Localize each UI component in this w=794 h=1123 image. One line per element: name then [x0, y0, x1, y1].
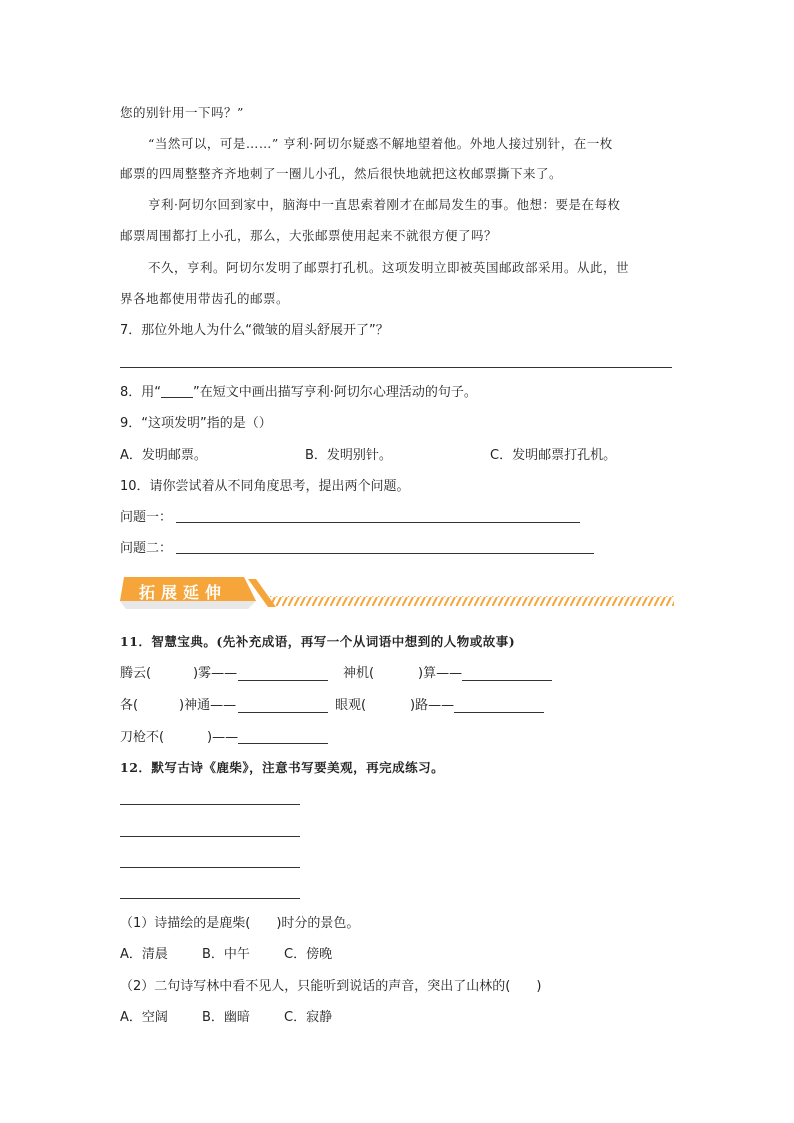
sub1-option-a[interactable]: A．清晨 [120, 947, 168, 962]
passage-line: “当然可以，可是……” 亨利·阿切尔疑惑不解地望着他。外地人接过别针，在一枚 [148, 136, 613, 151]
idiom-1-answer-line[interactable] [238, 680, 328, 681]
idiom-2-start: 神机( [343, 666, 375, 681]
idiom-5-start: 刀枪不( [120, 730, 165, 745]
idiom-5-answer-line[interactable] [238, 743, 328, 744]
passage-line: 界各地都使用带齿孔的邮票。 [120, 291, 290, 306]
idiom-1-start: 腾云( [120, 666, 152, 681]
question-8 [120, 383, 477, 403]
sub2-option-c[interactable]: C．寂静 [284, 1010, 333, 1025]
idiom-5-end: )—— [207, 730, 239, 745]
sub1-option-c[interactable]: C．傍晚 [284, 947, 333, 962]
idiom-3-answer-line[interactable] [238, 712, 328, 713]
section-title: 拓展延伸 [139, 583, 228, 602]
question-9: 9．“这项发明”指的是（） [120, 416, 272, 431]
idiom-4-answer-line[interactable] [454, 712, 544, 713]
passage-line: 您的别针用一下吗？” [120, 105, 244, 120]
option-a[interactable]: A．发明邮票。 [120, 448, 207, 463]
sub2-option-a[interactable]: A．空阔 [120, 1010, 168, 1025]
question-12: 12．默写古诗《鹿柴》，注意书写要美观，再完成练习。 [120, 760, 445, 775]
passage-line: 邮票周围都打上小孔，那么，大张邮票使用起来不就很方便了吗？ [120, 228, 498, 243]
underline-sample [161, 383, 193, 398]
question-10-ask-2 [120, 539, 172, 559]
question-7: 7．那位外地人为什么“微皱的眉头舒展开了”？ [120, 323, 389, 338]
sub2-option-b[interactable]: B．幽暗 [202, 1010, 250, 1025]
sub1-option-b[interactable]: B．中午 [202, 947, 250, 962]
passage-line: 不久，亨利。阿切尔发明了邮票打孔机。这项发明立即被英国邮政部采用。从此，世 [148, 260, 630, 275]
ask-2-answer-line[interactable] [176, 553, 594, 554]
idiom-2-end: )算—— [418, 666, 463, 681]
question-10: 10．请你尝试着从不同角度思考，提出两个问题。 [120, 479, 410, 494]
ask-1-answer-line[interactable] [176, 522, 580, 523]
poem-line-2[interactable] [120, 836, 300, 837]
poem-line-3[interactable] [120, 867, 300, 868]
poem-line-4[interactable] [120, 898, 300, 899]
option-b[interactable]: B．发明别针。 [305, 448, 392, 463]
question-10-ask-1 [120, 508, 172, 528]
passage-line: 亨利·阿切尔回到家中，脑海中一直思索着刚才在邮局发生的事。他想：要是在每枚 [148, 197, 621, 212]
answer-line[interactable] [120, 367, 672, 368]
idiom-2-answer-line[interactable] [462, 680, 552, 681]
poem-line-1[interactable] [120, 804, 300, 805]
option-c[interactable]: C．发明邮票打孔机。 [490, 448, 617, 463]
ask-1-label: 问题一： [120, 510, 173, 525]
idiom-3-end: )神通—— [179, 698, 237, 713]
idiom-3-start: 各( [120, 698, 139, 713]
passage-line: 邮票的四周整整齐齐地刺了一圈儿小孔，然后很快地就把这枚邮票撕下来了。 [120, 166, 563, 181]
question-12-sub-2: （2）二句诗写林中看不见人，只能听到说话的声音，突出了山林的( ) [120, 979, 542, 994]
question-8-suffix: ”在短文中画出描写亨利·阿切尔心理活动的句子。 [193, 385, 477, 400]
idiom-1-end: )雾—— [193, 666, 238, 681]
idiom-4-start: 眼观( [335, 698, 367, 713]
idiom-4-end: )路—— [410, 698, 455, 713]
question-12-sub-1: （1）诗描绘的是鹿柴( )时分的景色。 [120, 916, 360, 931]
question-11: 11．智慧宝典。(先补充成语，再写一个从词语中想到的人物或故事) [120, 634, 516, 649]
question-8-prefix: 8．用“ [120, 385, 162, 400]
ask-2-label: 问题二： [120, 541, 173, 556]
